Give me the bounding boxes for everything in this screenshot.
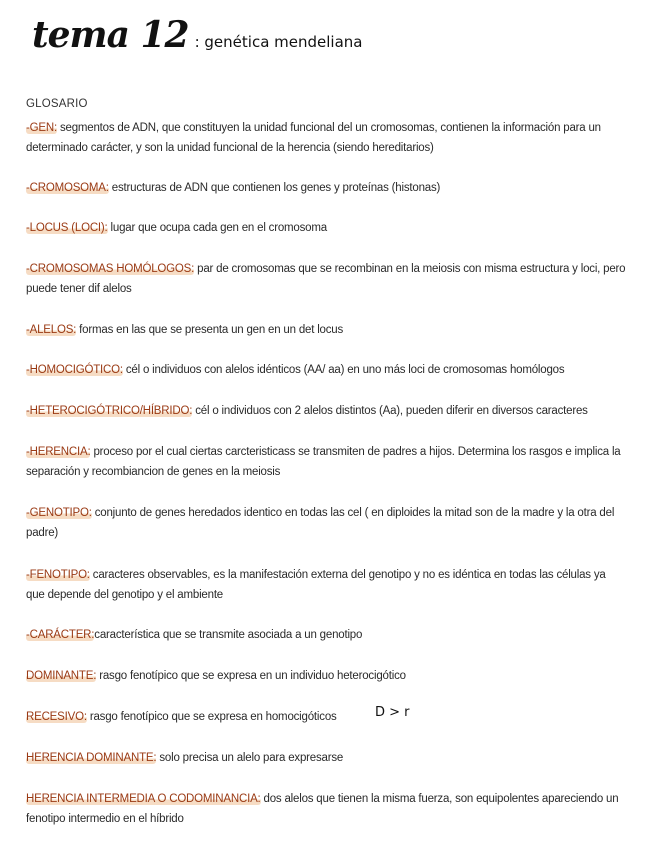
definition-fenotipo: caracteres observables, es la manifestación externa del genotipo y no es idéntica en todas las células ya que depende del genotipo y el ambiente <box>26 569 606 601</box>
entry-herencia <box>26 442 626 482</box>
term-dominante: DOMINANTE: <box>26 670 97 682</box>
term-homocigotico: -HOMOCIGÓTICO: <box>26 364 123 376</box>
term-cromosoma: -CROMOSOMA: <box>26 182 109 194</box>
definition-caracter: característica que se transmite asociada a un genotipo <box>94 629 363 641</box>
definition-codominancia: dos alelos que tienen la misma fuerza, son equipolentes apareciendo un fenotipo intermedio en el híbrido <box>26 793 619 825</box>
entry-heterocigotico <box>26 401 626 421</box>
definition-herencia: proceso por el cual ciertas carcteristicass se transmiten de padres a hijos. Determina los rasgos e implica la separación y recombiancion de genes en la meiosis <box>26 446 621 478</box>
definition-gen: segmentos de ADN, que constituyen la unidad funcional del un cromosomas, contienen la información para un determinado carácter, y son la unidad funcional de la herencia (siendo hereditarios) <box>26 122 601 154</box>
title-subtitle: : genética mendeliana <box>194 33 363 51</box>
glossary-heading: GLOSARIO <box>26 98 88 110</box>
entry-genotipo <box>26 503 626 543</box>
entry-cromosoma <box>26 178 626 198</box>
entry-gen <box>26 118 626 158</box>
page-title <box>32 14 362 56</box>
definition-cromosoma: estructuras de ADN que contienen los genes y proteínas (histonas) <box>108 182 441 194</box>
term-gen: -GEN: <box>26 122 57 134</box>
term-cromosomas-homologos: -CROMOSOMAS HOMÓLOGOS: <box>26 263 195 275</box>
definition-locus: lugar que ocupa cada gen en el cromosoma <box>107 222 327 234</box>
term-recesivo: RECESIVO: <box>26 711 87 723</box>
term-fenotipo: -FENOTIPO: <box>26 569 90 581</box>
entry-dominante <box>26 666 626 686</box>
term-genotipo: -GENOTIPO: <box>26 507 92 519</box>
entry-caracter <box>26 625 626 645</box>
definition-recesivo: rasgo fenotípico que se expresa en homocigóticos <box>86 711 337 723</box>
entry-herencia-dominante <box>26 748 626 768</box>
entry-codominancia <box>26 789 626 829</box>
term-caracter: -CARÁCTER: <box>26 629 95 641</box>
entry-cromosomas-homologos <box>26 259 626 299</box>
entry-alelos <box>26 320 626 340</box>
definition-homocigotico: cél o individuos con alelos idénticos (AA/ aa) en uno más loci de cromosomas homólogos <box>122 364 565 376</box>
definition-dominante: rasgo fenotípico que se expresa en un individuo heterocigótico <box>96 670 406 682</box>
title-main: tema 12 <box>32 14 189 56</box>
term-heterocigotico: -HETEROCIGÓTRICO/HÍBRIDO: <box>26 405 193 417</box>
entry-locus <box>26 218 626 238</box>
term-codominancia: HERENCIA INTERMEDIA O CODOMINANCIA: <box>26 793 261 805</box>
definition-heterocigotico: cél o individuos con 2 alelos distintos (Aa), pueden diferir en diversos caracteres <box>192 405 588 417</box>
term-alelos: -ALELOS: <box>26 324 77 336</box>
definition-alelos: formas en las que se presenta un gen en un det locus <box>76 324 344 336</box>
term-herencia-dominante: HERENCIA DOMINANTE: <box>26 752 157 764</box>
entry-homocigotico <box>26 360 626 380</box>
definition-genotipo: conjunto de genes heredados identico en todas las cel ( en diploides la mitad son de la madre y la otra del padre) <box>26 507 615 539</box>
term-herencia: -HERENCIA: <box>26 446 91 458</box>
entry-fenotipo <box>26 565 626 605</box>
entry-recesivo <box>26 707 626 727</box>
definition-cromosomas-homologos: par de cromosomas que se recombinan en la meiosis con misma estructura y loci, pero puede tener dif alelos <box>26 263 626 295</box>
term-locus: -LOCUS (LOCI): <box>26 222 108 234</box>
definition-herencia-dominante: solo precisa un alelo para expresarse <box>156 752 344 764</box>
handwritten-note: D > r <box>375 705 410 720</box>
